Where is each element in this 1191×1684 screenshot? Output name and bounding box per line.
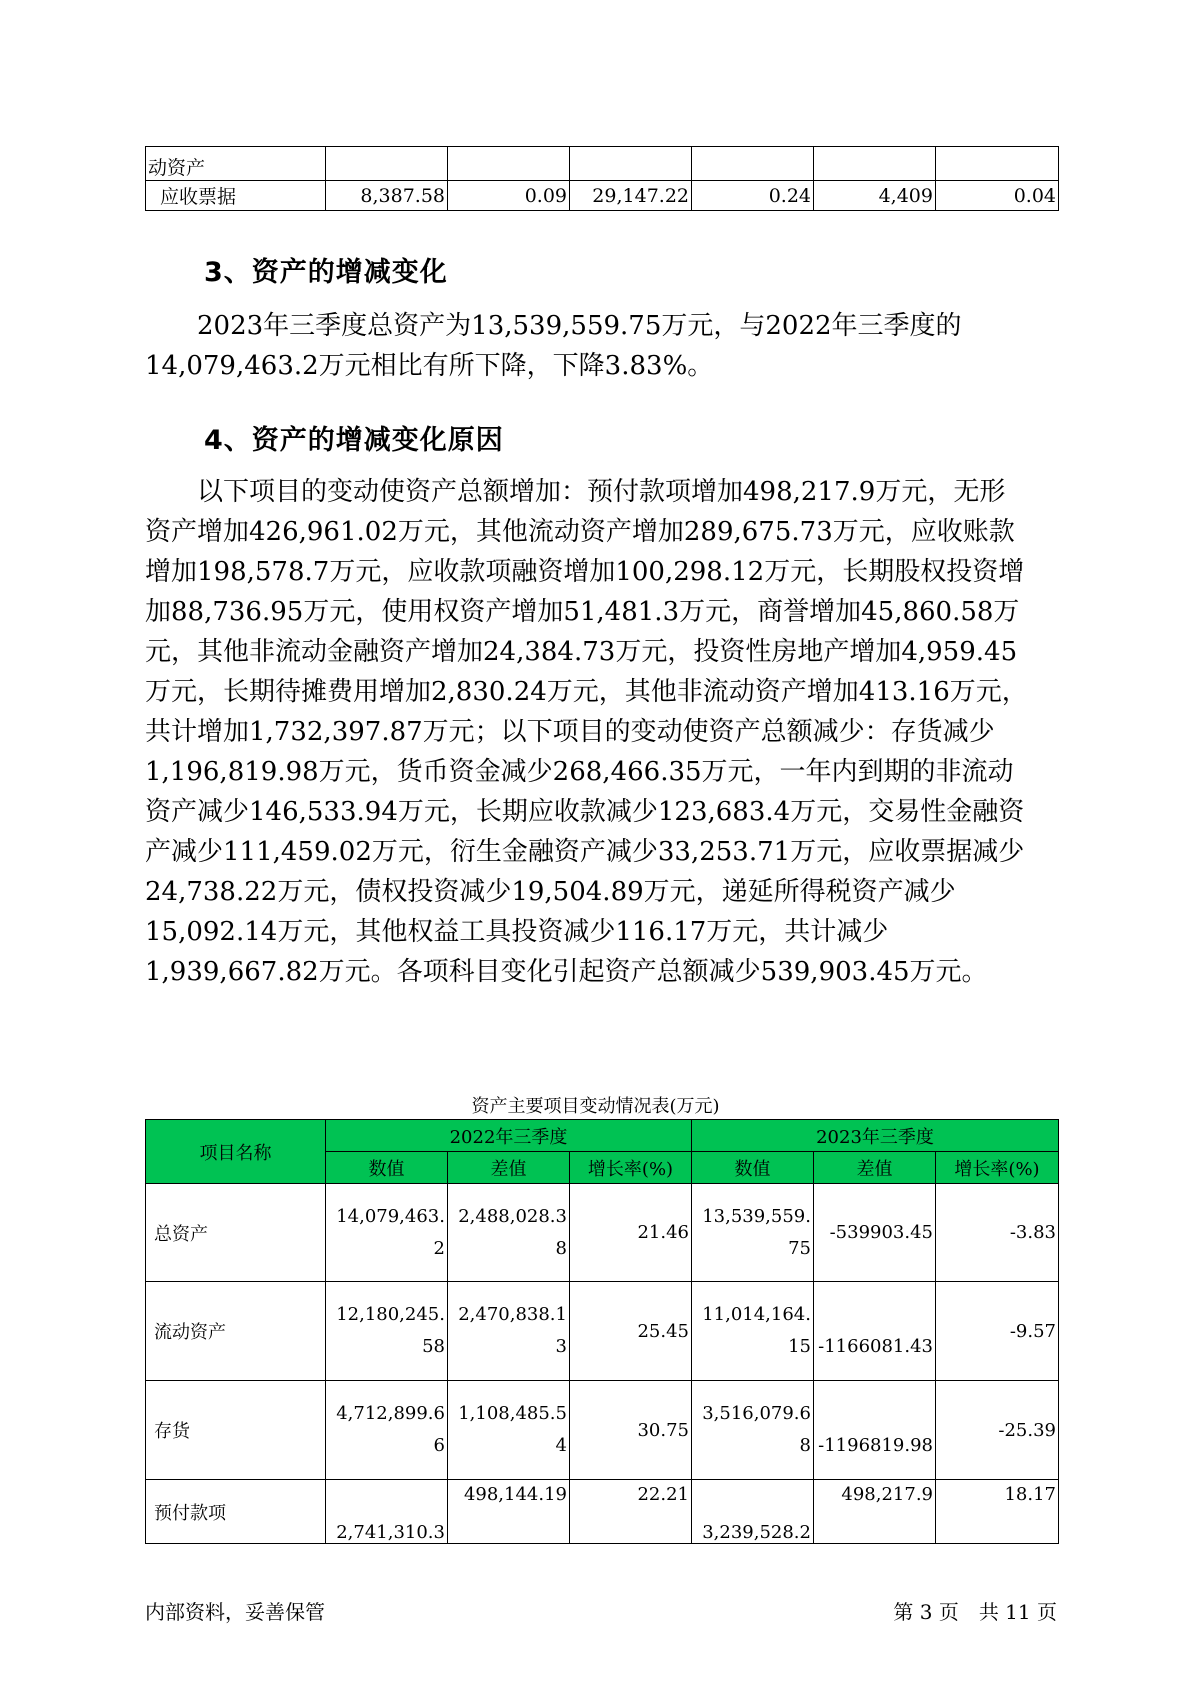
table-cell: 3,239,528.2 <box>692 1480 814 1544</box>
top-continuation-table <box>145 146 1059 211</box>
table-cell: 0.24 <box>692 181 814 211</box>
paragraph-line: 14,079,463.2万元相比有所下降，下降3.83%。 <box>145 351 714 381</box>
header-diff-2022: 差值 <box>448 1152 570 1184</box>
row-name: 存货 <box>146 1381 326 1480</box>
section3-paragraph <box>145 306 1057 386</box>
row-label: 应收票据 <box>146 181 326 211</box>
table-cell: -1196819.98 <box>814 1381 936 1480</box>
table-cell: 8,387.58 <box>326 181 448 211</box>
table-row <box>146 1480 1059 1544</box>
table-cell: 3,516,079.68 <box>692 1381 814 1480</box>
asset-change-table <box>145 1119 1059 1544</box>
table-caption: 资产主要项目变动情况表(万元) <box>471 1096 720 1117</box>
header-growth-2022: 增长率(%) <box>570 1152 692 1184</box>
table-cell: 14,079,463.2 <box>326 1184 448 1282</box>
row-name: 流动资产 <box>146 1282 326 1381</box>
table-row <box>146 1381 1059 1480</box>
header-value-2022: 数值 <box>326 1152 448 1184</box>
table-cell: 0.04 <box>936 181 1059 211</box>
row-label: 动资产 <box>146 147 326 181</box>
table-cell: 4,712,899.66 <box>326 1381 448 1480</box>
table-row <box>146 147 1059 181</box>
row-name: 总资产 <box>146 1184 326 1282</box>
header-value-2023: 数值 <box>692 1152 814 1184</box>
table-row <box>146 1282 1059 1381</box>
paragraph-line: 资产减少146,533.94万元，长期应收款减少123,683.4万元，交易性金融资 <box>145 797 1025 827</box>
section4-paragraph <box>145 472 1057 992</box>
page-number: 第 3 页 共 11 页 <box>893 1600 1057 1624</box>
table-cell: -539903.45 <box>814 1184 936 1282</box>
table-header-row <box>146 1120 1059 1152</box>
header-group-2023: 2023年三季度 <box>692 1120 1059 1152</box>
section-heading-3: 3、资产的增减变化 <box>204 257 448 288</box>
header-growth-2023: 增长率(%) <box>936 1152 1059 1184</box>
paragraph-line: 以下项目的变动使资产总额增加：预付款项增加498,217.9万元，无形 <box>197 477 1006 507</box>
table-cell: 30.75 <box>570 1381 692 1480</box>
table-cell: 2,470,838.13 <box>448 1282 570 1381</box>
paragraph-line: 万元，长期待摊费用增加2,830.24万元，其他非流动资产增加413.16万元， <box>145 677 1028 707</box>
paragraph-line: 15,092.14万元，其他权益工具投资减少116.17万元，共计减少 <box>145 917 889 947</box>
table-cell: 29,147.22 <box>570 181 692 211</box>
table-cell: 22.21 <box>570 1480 692 1544</box>
table-cell: 0.09 <box>448 181 570 211</box>
paragraph-line: 增加198,578.7万元，应收款项融资增加100,298.12万元，长期股权投资增 <box>145 557 1025 587</box>
table-cell: 11,014,164.15 <box>692 1282 814 1381</box>
table-cell: -3.83 <box>936 1184 1059 1282</box>
footer-note: 内部资料，妥善保管 <box>145 1600 325 1624</box>
table-cell: 21.46 <box>570 1184 692 1282</box>
table-row <box>146 181 1059 211</box>
table-row <box>146 1184 1059 1282</box>
table-cell: 4,409 <box>814 181 936 211</box>
paragraph-line: 共计增加1,732,397.87万元；以下项目的变动使资产总额减少：存货减少 <box>145 717 995 747</box>
row-name: 预付款项 <box>146 1480 326 1544</box>
table-cell: -25.39 <box>936 1381 1059 1480</box>
header-group-2022: 2022年三季度 <box>326 1120 692 1152</box>
table-cell: 2,741,310.3 <box>326 1480 448 1544</box>
table-cell: 25.45 <box>570 1282 692 1381</box>
paragraph-line: 1,196,819.98万元，货币资金减少268,466.35万元，一年内到期的非流动 <box>145 757 1014 787</box>
header-item-name: 项目名称 <box>146 1120 326 1184</box>
table-cell: 12,180,245.58 <box>326 1282 448 1381</box>
paragraph-line: 加88,736.95万元，使用权资产增加51,481.3万元，商誉增加45,860.58万 <box>145 597 1020 627</box>
table-cell: 1,108,485.54 <box>448 1381 570 1480</box>
table-cell: -9.57 <box>936 1282 1059 1381</box>
table-cell: 498,217.9 <box>814 1480 936 1544</box>
table-cell: 2,488,028.38 <box>448 1184 570 1282</box>
table-cell: -1166081.43 <box>814 1282 936 1381</box>
table-cell: 13,539,559.75 <box>692 1184 814 1282</box>
paragraph-line: 资产增加426,961.02万元，其他流动资产增加289,675.73万元，应收账款 <box>145 517 1015 547</box>
paragraph-line: 24,738.22万元，债权投资减少19,504.89万元，递延所得税资产减少 <box>145 877 956 907</box>
header-diff-2023: 差值 <box>814 1152 936 1184</box>
paragraph-line: 产减少111,459.02万元，衍生金融资产减少33,253.71万元，应收票据减少 <box>145 837 1025 867</box>
paragraph-line: 元，其他非流动金融资产增加24,384.73万元，投资性房地产增加4,959.45 <box>145 637 1018 667</box>
paragraph-line: 2023年三季度总资产为13,539,559.75万元，与2022年三季度的 <box>197 311 962 341</box>
paragraph-line: 1,939,667.82万元。各项科目变化引起资产总额减少539,903.45万元。 <box>145 957 988 987</box>
table-cell: 18.17 <box>936 1480 1059 1544</box>
table-cell: 498,144.19 <box>448 1480 570 1544</box>
section-heading-4: 4、资产的增减变化原因 <box>204 425 504 456</box>
